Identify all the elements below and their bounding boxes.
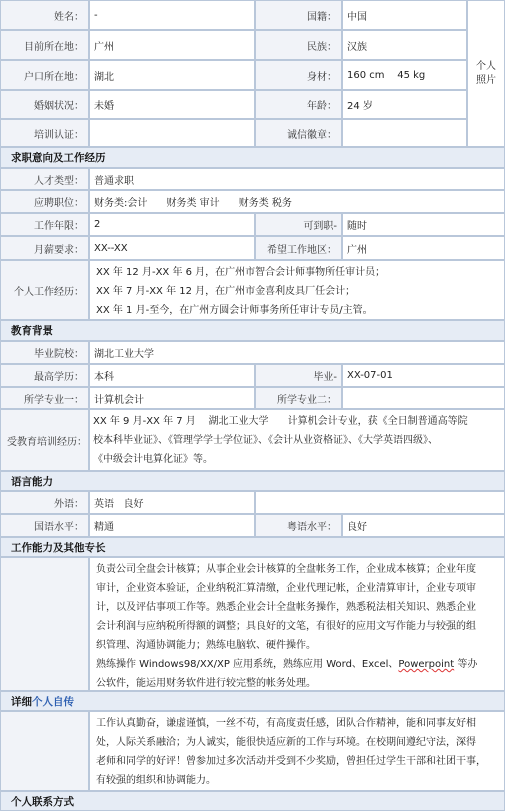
- school-value: 湖北工业大学: [89, 341, 505, 364]
- skills-line: 负责公司全盘会计核算；从事企业会计核算的全盘帐务工作，企业成本核算；企业年度: [96, 564, 476, 575]
- photo-label: 个人照片: [476, 60, 496, 86]
- cantonese-value: 良好: [342, 514, 505, 537]
- degree-value: 本科: [89, 364, 255, 387]
- section-self-eval-title: [0, 691, 505, 711]
- location-label: 目前所在地：: [0, 30, 89, 60]
- name-label: 姓名：: [0, 0, 89, 30]
- salary-value: XX--XX: [89, 236, 255, 260]
- marital-value: 未婚: [89, 90, 255, 119]
- self-eval-line: 处，人际关系融洽；为人诚实，能很快适应新的工作与环境。在校期间遵纪守法，深得: [96, 737, 476, 748]
- major2-value: [342, 387, 505, 409]
- arrival-value: 随时: [342, 213, 505, 236]
- powerpoint-word: Powerpoint: [398, 659, 455, 670]
- years-value: 2: [89, 213, 255, 236]
- skills-text: [89, 557, 505, 691]
- cert-value: [89, 119, 255, 147]
- self-eval-line: 有较强的组织和协调能力。: [96, 775, 216, 786]
- experience-line: XX 年 7 月-XX 年 12 月，在广州市金喜利皮具厂任会计；: [96, 286, 356, 297]
- position-label: 应聘职位：: [0, 190, 89, 213]
- self-eval-line: 工作认真勤奋，谦虚谨慎，一丝不苟，有高度责任感，团队合作精神，能和同事友好相: [96, 718, 476, 729]
- photo-placeholder: [467, 0, 505, 147]
- age-label: 年龄：: [255, 90, 342, 119]
- training-line: XX 年 9 月-XX 年 7 月 湖北工业大学 计算机会计专业，获《全日制普通高等院: [93, 416, 468, 427]
- major1-value: 计算机会计: [89, 387, 255, 409]
- major1-label: 所学专业一：: [0, 387, 89, 409]
- self-eval-title-accent: 个人自传: [32, 695, 74, 708]
- section-language-title: 语言能力: [0, 471, 505, 491]
- area-label: 希望工作地区：: [255, 236, 342, 260]
- nationality-value: 中国: [342, 0, 467, 30]
- hukou-label: 户口所在地：: [0, 60, 89, 90]
- skills-line-office: [96, 655, 498, 674]
- body-value: 160 cm 45 kg: [342, 60, 467, 90]
- area-value: 广州: [342, 236, 505, 260]
- mandarin-label: 国语水平：: [0, 514, 89, 537]
- name-value: -: [89, 0, 255, 30]
- grad-value: XX-07-01: [342, 364, 505, 387]
- major2-label: 所学专业二：: [255, 387, 342, 409]
- skills-line: 计，以及评估事项工作等。熟悉企业会计全盘帐务操作，熟悉税法相关知识、熟悉企业: [96, 602, 476, 613]
- nationality-label: 国籍：: [255, 0, 342, 30]
- training-label: 受教育培训经历：: [0, 409, 89, 471]
- integrity-label: 诚信徽章：: [255, 119, 342, 147]
- skills-line: 审计，企业资本验证，企业纳税汇算清缴，企业代理记帐，企业清算审计，企业专项审: [96, 583, 476, 594]
- ethnicity-value: 汉族: [342, 30, 467, 60]
- section-contact-title: 个人联系方式: [0, 791, 505, 811]
- integrity-value: [342, 119, 467, 147]
- body-label: 身材：: [255, 60, 342, 90]
- self-eval-text: [89, 711, 505, 791]
- ethnicity-label: 民族：: [255, 30, 342, 60]
- section-skills-title: 工作能力及其他专长: [0, 537, 505, 557]
- skills-office-text: 熟练操作 Windows98/XX/XP 应用系统，熟练应用 Word、Excel、: [96, 659, 399, 670]
- skills-label-cell: [0, 557, 89, 691]
- foreign-value: 英语 良好: [89, 491, 255, 514]
- foreign-label: 外语：: [0, 491, 89, 514]
- self-eval-line: 老师和同学的好评！曾参加过多次活动并受到不少奖励，曾担任过学生干部和社团干事，: [96, 756, 486, 767]
- degree-label: 最高学历：: [0, 364, 89, 387]
- arrival-label: 可到职-: [255, 213, 342, 236]
- experience-line: XX 年 1 月-至今，在广州方圆会计师事务所任审计专员/主管。: [96, 305, 373, 316]
- grad-label: 毕业-: [255, 364, 342, 387]
- skills-line: 会计利润与应纳税所得额的调整；具良好的文笔，有很好的应用文写作能力与较强的组: [96, 621, 476, 632]
- experience-label: 个人工作经历：: [0, 260, 89, 320]
- cantonese-label: 粤语水平：: [255, 514, 342, 537]
- hukou-value: 湖北: [89, 60, 255, 90]
- mandarin-value: 精通: [89, 514, 255, 537]
- position-value: 财务类:会计 财务类 审计 财务类 税务: [89, 190, 505, 213]
- self-eval-title-prefix: 详细: [11, 695, 32, 708]
- marital-label: 婚姻状况：: [0, 90, 89, 119]
- foreign-empty-cell: [255, 491, 505, 514]
- section-education-title: 教育背景: [0, 320, 505, 341]
- training-line: 校本科毕业证》、《管理学学士学位证》、《会计从业资格证》、《大学英语四级》、: [93, 435, 438, 446]
- self-eval-label-cell: [0, 711, 89, 791]
- talent-value: 普通求职: [89, 168, 505, 190]
- skills-office-tail: 等办: [454, 659, 478, 670]
- section-job-title: 求职意向及工作经历: [0, 147, 505, 168]
- location-value: 广州: [89, 30, 255, 60]
- talent-label: 人才类型：: [0, 168, 89, 190]
- salary-label: 月薪要求：: [0, 236, 89, 260]
- experience-line: XX 年 12 月-XX 年 6 月，在广州市智合会计师事物所任审计员；: [96, 267, 386, 278]
- age-value: 24 岁: [342, 90, 467, 119]
- skills-line: 公软件，能运用财务软件进行较完整的帐务处理。: [96, 678, 316, 689]
- training-text: [89, 409, 505, 471]
- training-line: 《中级会计电算化证》等。: [93, 454, 213, 465]
- experience-text: [89, 260, 505, 320]
- skills-line: 织管理、沟通协调能力；熟练电脑软、硬件操作。: [96, 640, 316, 651]
- years-label: 工作年限：: [0, 213, 89, 236]
- school-label: 毕业院校：: [0, 341, 89, 364]
- cert-label: 培训认证：: [0, 119, 89, 147]
